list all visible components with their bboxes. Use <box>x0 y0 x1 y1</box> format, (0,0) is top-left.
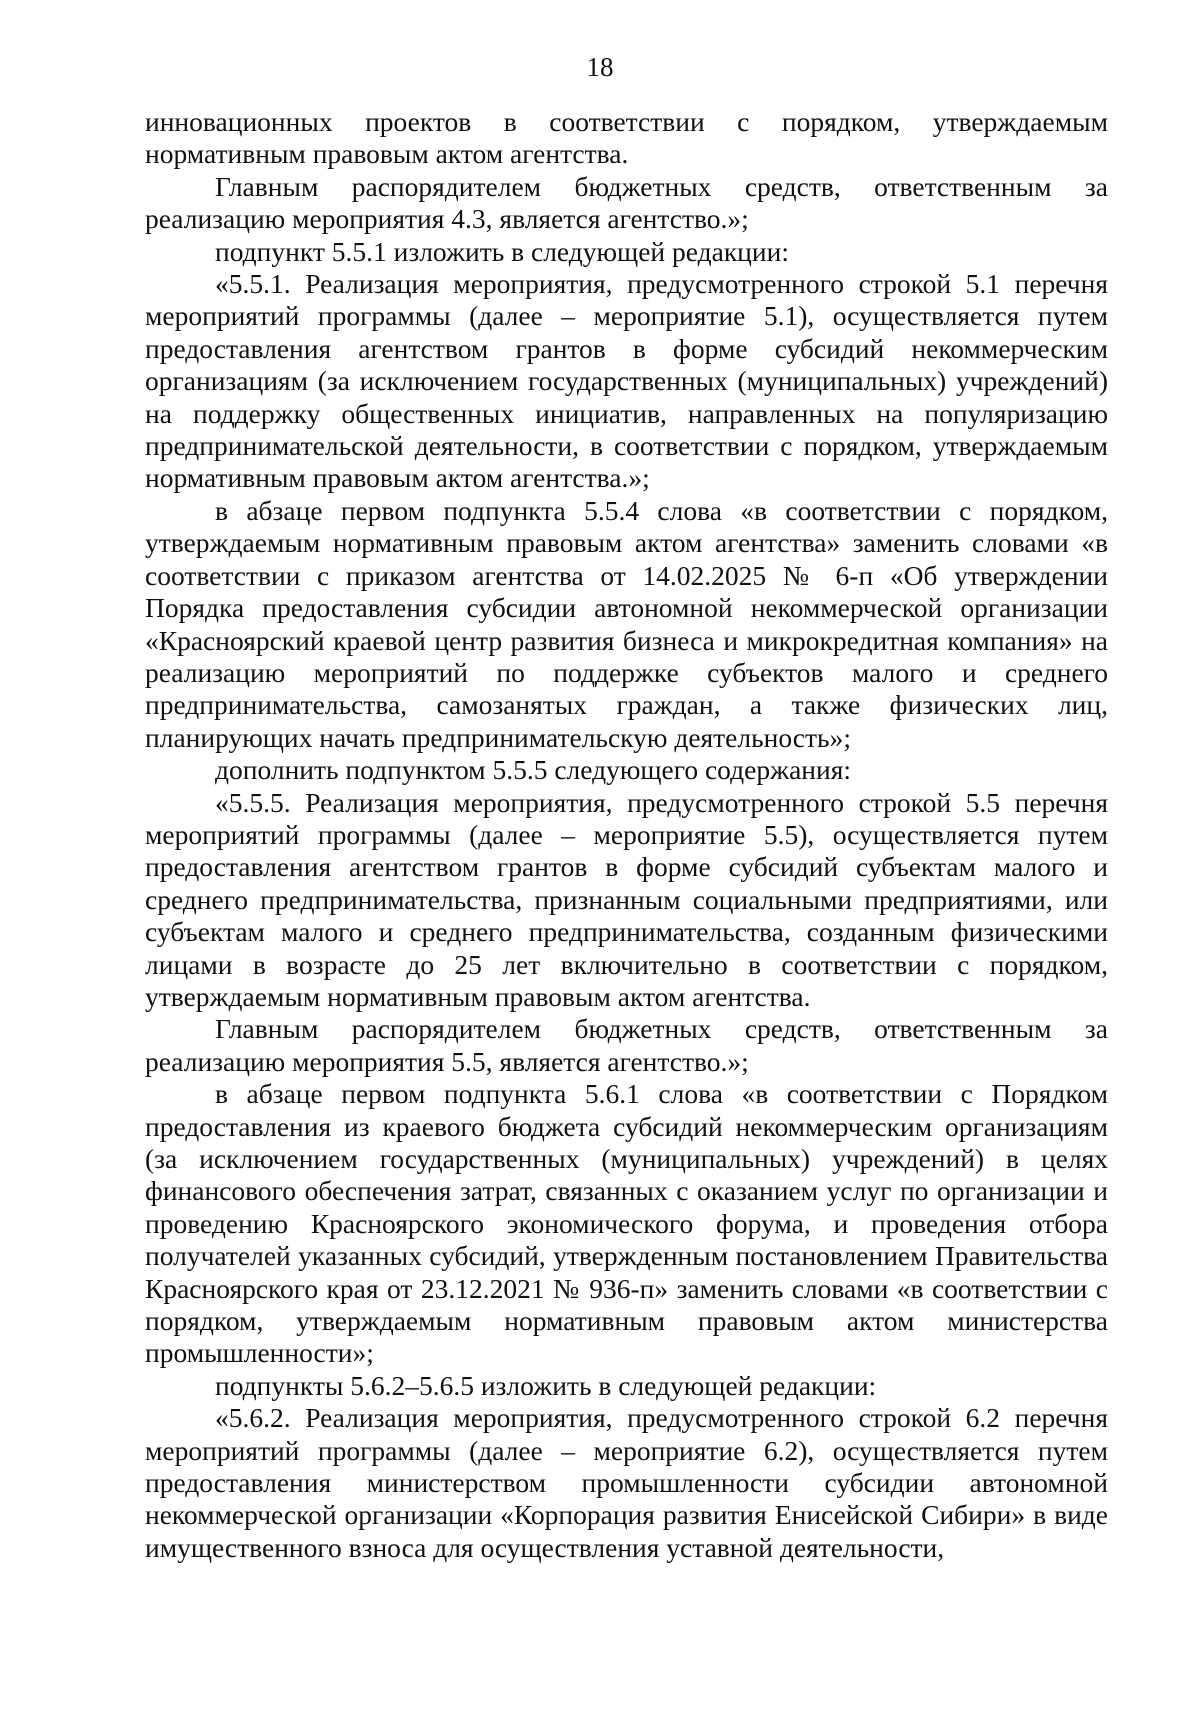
paragraph: «5.5.5. Реализация мероприятия, предусмотренного строкой 5.5 перечня мероприятий программы (далее – мероприятие 5.5), осуществляется путем предоставления агентством грантов в форме субсидий субъектам малого и среднего предпринимательства, признанным социальными предприятиями, или субъектам малого и среднего предпринимательства, созданным физическими лицами в возрасте до 25 лет включительно в соответствии с порядком, утверждаемым нормативным правовым актом агентства. <box>145 786 1108 1012</box>
paragraph: «5.5.1. Реализация мероприятия, предусмотренного строкой 5.1 перечня мероприятий программы (далее – мероприятие 5.1), осуществляется путем предоставления агентством грантов в форме субсидий некоммерческим организациям (за исключением государственных (муниципальных) учреждений) на поддержку общественных инициатив, направленных на популяризацию предпринимательской деятельности, в соответствии с порядком, утверждаемым нормативным правовым актом агентства.»; <box>145 268 1108 494</box>
paragraph: «5.6.2. Реализация мероприятия, предусмотренного строкой 6.2 перечня мероприятий программы (далее – мероприятие 6.2), осуществляется путем предоставления министерством промышленности субсидии автономной некоммерческой организации «Корпорация развития Енисейской Сибири» в виде имущественного взноса для осуществления уставной деятельности, <box>145 1402 1108 1563</box>
paragraph: подпункт 5.5.1 изложить в следующей редакции: <box>215 235 789 267</box>
paragraph: Главным распорядителем бюджетных средств, ответственным за реализацию мероприятия 4.3, является агентство.»; <box>145 170 1108 235</box>
paragraph: в абзаце первом подпункта 5.5.4 слова «в соответствии с порядком, утверждаемым нормативным правовым актом агентства» заменить словами «в соответствии с приказом агентства от 14.02.2025 № 6-п «Об утверждении Порядка предоставления субсидии автономной некоммерческой организации «Красноярский краевой центр развития бизнеса и микрокредитная компания» на реализацию мероприятий по поддержке субъектов малого и среднего предпринимательства, самозанятых граждан, а также физических лиц, планирующих начать предпринимательскую деятельность»; <box>145 494 1108 753</box>
paragraph: подпункты 5.6.2–5.6.5 изложить в следующей редакции: <box>215 1369 877 1401</box>
page-number: 18 <box>586 52 614 82</box>
paragraph: дополнить подпунктом 5.5.5 следующего содержания: <box>215 754 852 786</box>
paragraph: инновационных проектов в соответствии с порядком, утверждаемым нормативным правовым актом агентства. <box>145 106 1108 170</box>
paragraph: Главным распорядителем бюджетных средств, ответственным за реализацию мероприятия 5.5, является агентство.»; <box>145 1013 1108 1077</box>
paragraph: в абзаце первом подпункта 5.6.1 слова «в соответствии с Порядком предоставления из краевого бюджета субсидий некоммерческим организациям (за исключением государственных (муниципальных) учреждений) в целях финансового обеспечения затрат, связанных с оказанием услуг по организации и проведению Красноярского экономического форума, и проведения отбора получателей указанных субсидий, утвержденным постановлением Правительства Красноярского края от 23.12.2021 № 936-п» заменить словами «в соответствии с порядком, утверждаемым нормативным правовым актом министерства промышленности»; <box>145 1078 1108 1369</box>
document-body <box>145 106 1108 1564</box>
